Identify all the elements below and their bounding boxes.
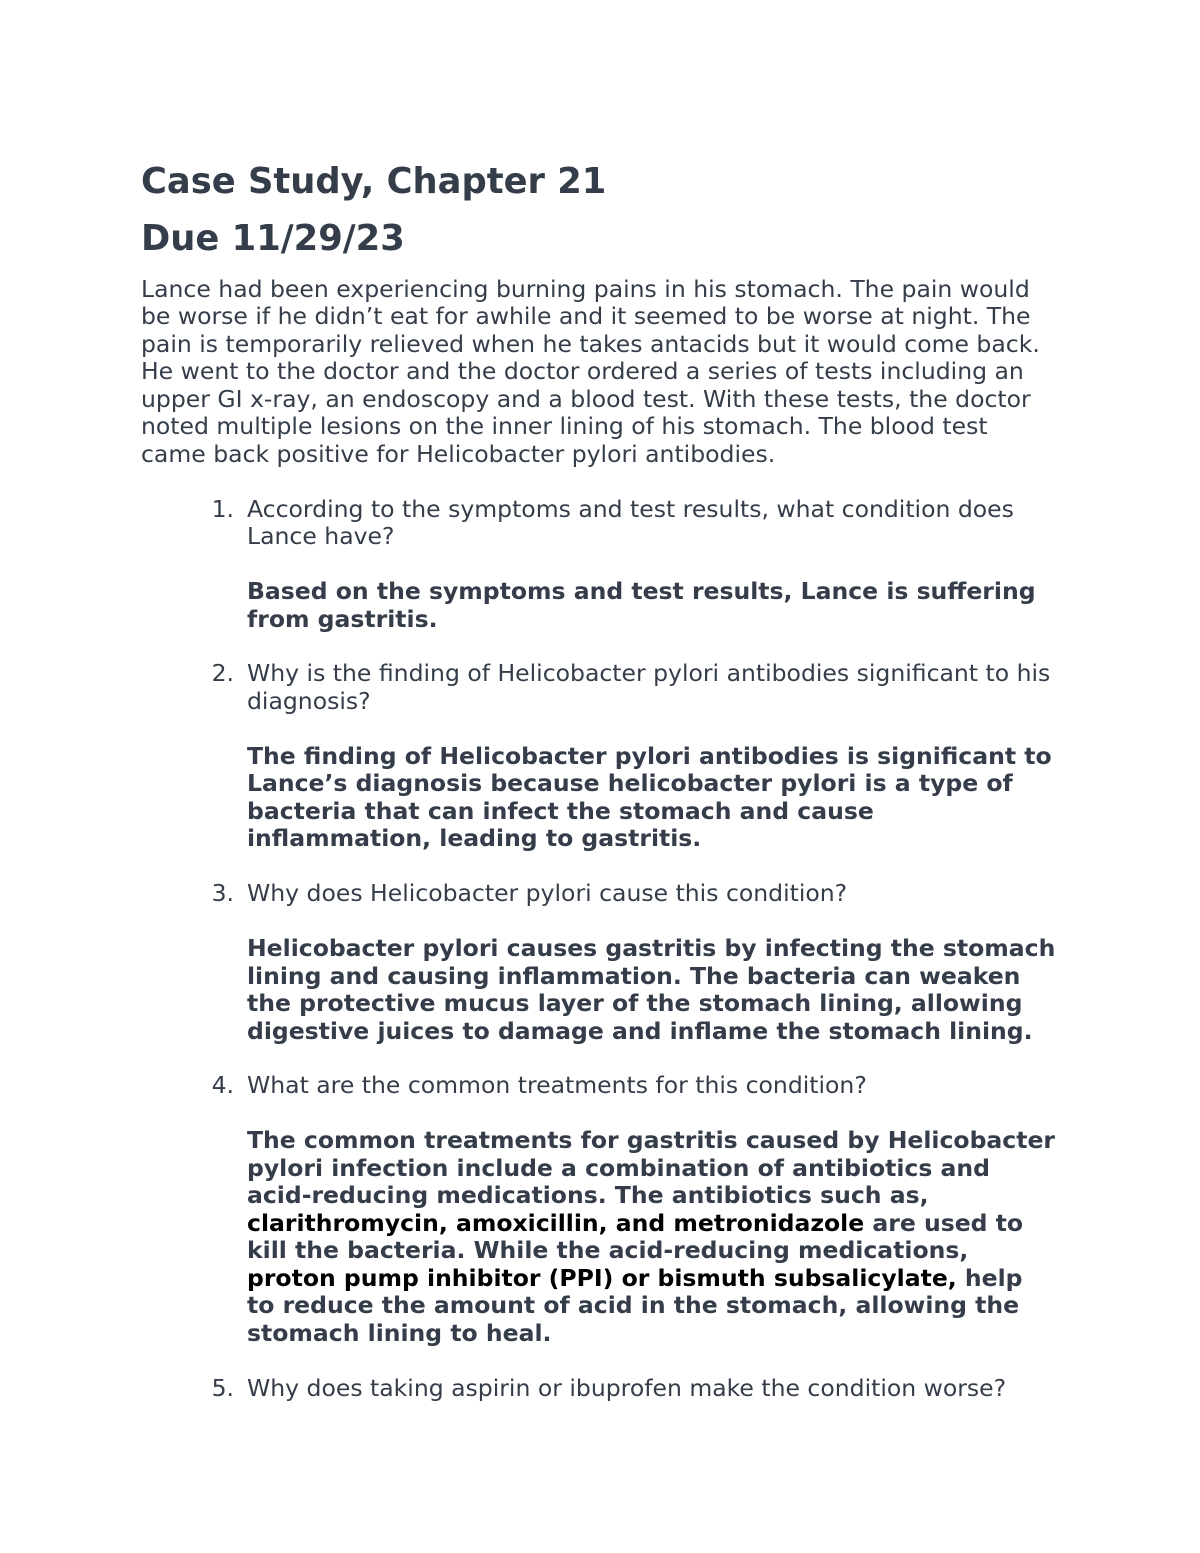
emphasized-term: proton pump inhibitor (PPI) or bismuth subsalicylate,: [247, 1263, 957, 1292]
answer-line: The finding of Helicobacter pylori antibodies is significant to: [247, 741, 1052, 770]
question-number: 5.: [211, 1373, 235, 1402]
question-text: [247, 660, 1059, 715]
question-line: Lance have?: [247, 522, 395, 551]
question-line: According to the symptoms and test results, what condition does: [247, 494, 1014, 523]
question-text: [247, 496, 1059, 551]
answer-line: acid-reducing medications. The antibiotics such as,: [247, 1181, 929, 1210]
answer-line: Based on the symptoms and test results, Lance is suffering: [247, 577, 1036, 606]
answer-line: from gastritis.: [247, 604, 438, 633]
question-item-3: [141, 880, 1059, 1045]
question-item-2: [141, 660, 1059, 852]
answer-line: Helicobacter pylori causes gastritis by infecting the stomach: [247, 934, 1056, 963]
answer-text: [247, 743, 1059, 853]
question-line: Why does Helicobacter pylori cause this condition?: [247, 879, 848, 908]
answer-line: [247, 1265, 1059, 1292]
answer-line: lining and causing inflammation. The bacteria can weaken: [247, 961, 1021, 990]
answer-line: [247, 1210, 1059, 1237]
answer-line: digestive juices to damage and inflame the stomach lining.: [247, 1016, 1033, 1045]
case-paragraph: [141, 276, 1059, 468]
case-paragraph-line: came back positive for Helicobacter pylori antibodies.: [141, 439, 776, 468]
question-line: diagnosis?: [247, 686, 371, 715]
answer-line: pylori infection include a combination of antibiotics and: [247, 1153, 990, 1182]
answer-line: the protective mucus layer of the stomach lining, allowing: [247, 989, 1023, 1018]
question-text: [247, 1375, 1059, 1402]
question-number: 2.: [211, 659, 235, 688]
answer-line: stomach lining to heal.: [247, 1318, 552, 1347]
question-number: 3.: [211, 879, 235, 908]
answer-line: kill the bacteria. While the acid-reducing medications,: [247, 1236, 969, 1265]
document-page: [141, 161, 1059, 1402]
emphasized-term: clarithromycin, amoxicillin, and metronidazole: [247, 1208, 865, 1237]
question-text: [247, 880, 1059, 907]
case-paragraph-line: Lance had been experiencing burning pains in his stomach. The pain would: [141, 275, 1030, 303]
question-item-5: [141, 1375, 1059, 1402]
question-line: Why does taking aspirin or ibuprofen make the condition worse?: [247, 1373, 1007, 1402]
answer-line: inflammation, leading to gastritis.: [247, 824, 702, 853]
answer-segment: help: [956, 1263, 1023, 1292]
answer-line: The common treatments for gastritis caused by Helicobacter: [247, 1126, 1056, 1155]
question-number: 4.: [211, 1071, 235, 1100]
document-title: Case Study, Chapter 21: [141, 161, 607, 202]
answer-text: [247, 578, 1059, 633]
answer-line: bacteria that can infect the stomach and cause: [247, 796, 874, 825]
case-paragraph-line: noted multiple lesions on the inner lining of his stomach. The blood test: [141, 412, 988, 441]
answer-text: [247, 935, 1059, 1045]
question-line: Why is the finding of Helicobacter pylori antibodies significant to his: [247, 659, 1051, 688]
case-paragraph-line: He went to the doctor and the doctor ordered a series of tests including an: [141, 357, 1024, 386]
question-item-4: [141, 1072, 1059, 1347]
question-line: What are the common treatments for this condition?: [247, 1071, 867, 1100]
due-date: Due 11/29/23: [141, 218, 405, 259]
answer-line: to reduce the amount of acid in the stomach, allowing the: [247, 1291, 1020, 1320]
case-paragraph-line: be worse if he didn’t eat for awhile and it seemed to be worse at night. The: [141, 302, 1031, 331]
question-text: [247, 1072, 1059, 1099]
question-item-1: [141, 496, 1059, 633]
case-paragraph-line: upper GI x-ray, an endoscopy and a blood test. With these tests, the doctor: [141, 384, 1031, 413]
answer-text: [247, 1127, 1059, 1347]
question-list: [141, 496, 1059, 1402]
answer-line: Lance’s diagnosis because helicobacter pylori is a type of: [247, 769, 1013, 798]
case-paragraph-line: pain is temporarily relieved when he takes antacids but it would come back.: [141, 329, 1040, 358]
question-number: 1.: [211, 494, 235, 523]
answer-segment: are used to: [864, 1208, 1024, 1237]
